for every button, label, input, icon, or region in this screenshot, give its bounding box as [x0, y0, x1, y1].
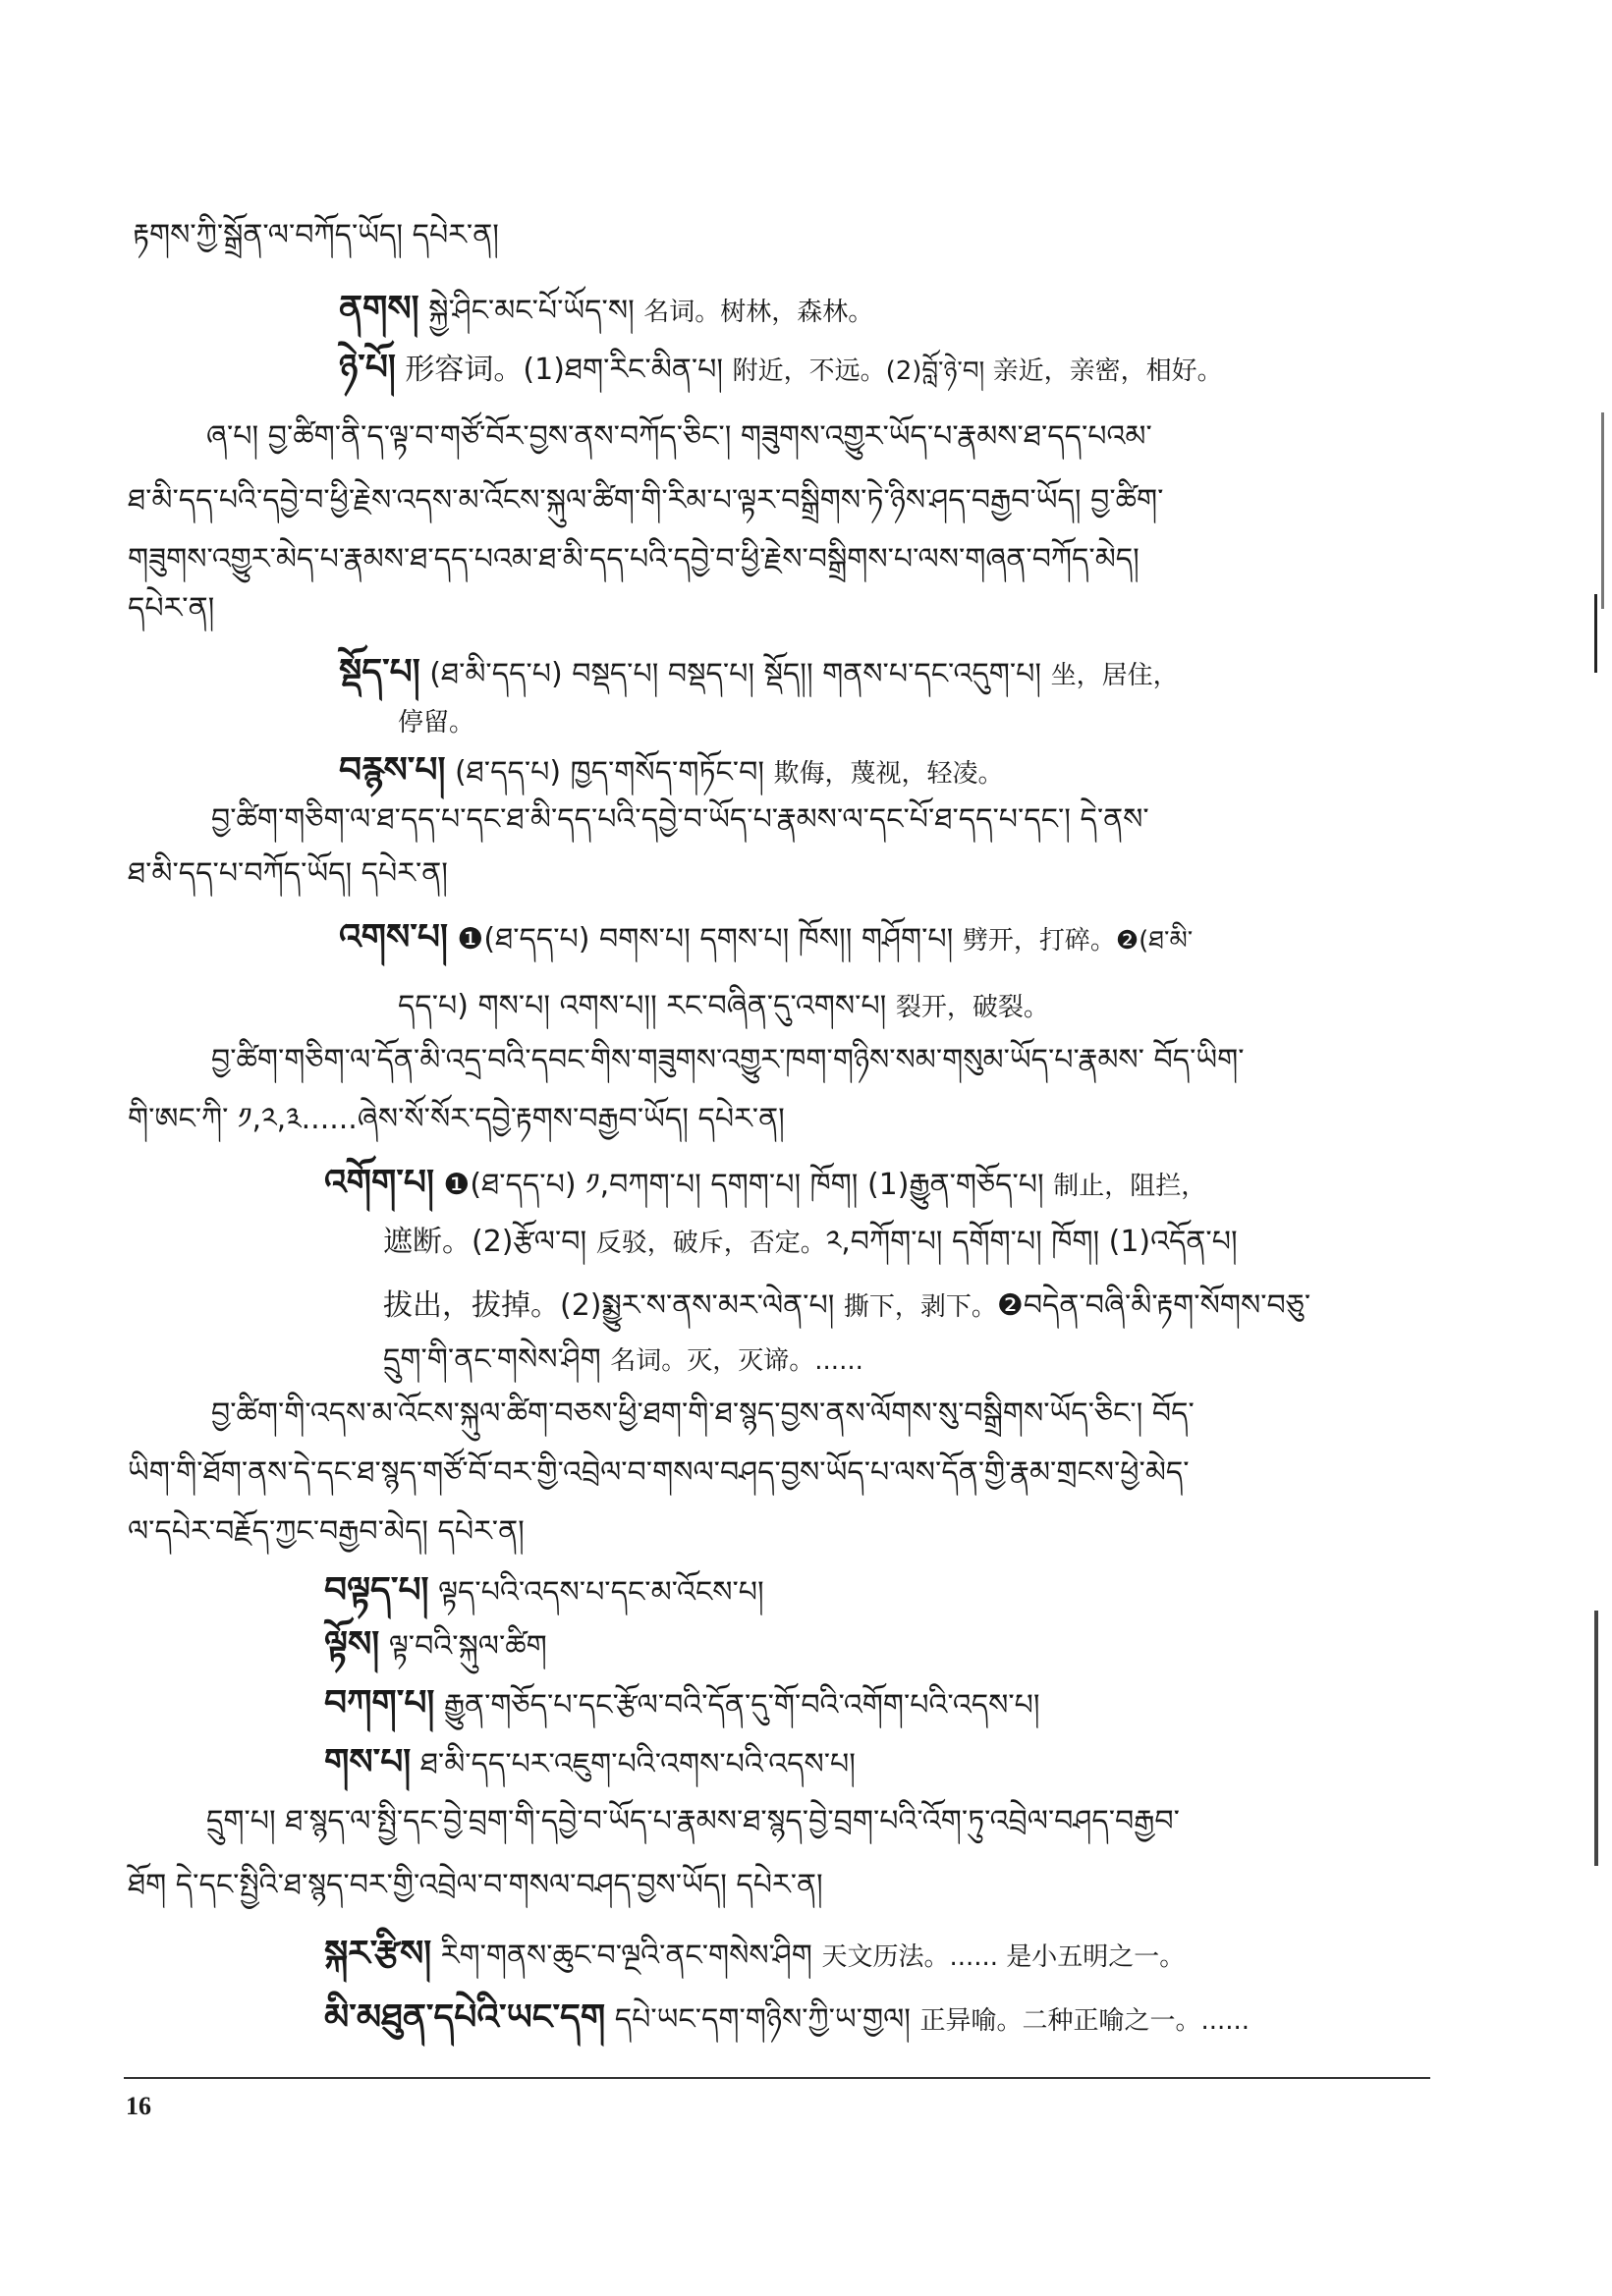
text-line	[324, 1935, 1185, 1977]
gloss-text: 附近，不远。(2)བློ་ཉེ་བ། 亲近，亲密，相好。	[732, 356, 1223, 386]
headword: སྐར་རྩིས།	[324, 1934, 432, 1974]
headword: ནགས།	[339, 289, 419, 329]
gloss-text: 停留。	[398, 708, 475, 738]
text-line	[398, 702, 474, 742]
text-line	[128, 1100, 785, 1139]
headword: གས་པ།	[324, 1742, 412, 1782]
entry-text: ལ་དཔེར་བརྗོད་ཀྱང་བརྒྱབ་མེད། དཔེར་ན།	[128, 1514, 525, 1549]
gloss-text: 撕下，剥下。	[843, 1292, 997, 1322]
headword: སྡོད་པ།	[339, 652, 420, 692]
text-line	[211, 1394, 1195, 1434]
gloss-text: 裂开，破裂。	[895, 993, 1049, 1022]
headword: ལྟོས།	[324, 1624, 380, 1665]
text-line	[128, 589, 214, 629]
headword: བརྙས་པ།	[339, 750, 446, 791]
entry-text: བྱ་ཚིག་གི་འདས་མ་འོངས་སྐུལ་ཚིག་བཅས་ཕྱི་ཐག་གི་ཐ་སྙད་བྱས་ནས་ལོགས་སུ་བསྒྲིགས་ཡོད་ཅིང་། བོད་	[211, 1396, 1195, 1431]
headword: མི་མཐུན་དཔེའི་ཡང་དག	[324, 1997, 606, 2038]
footer-rule	[124, 2077, 1430, 2079]
entry-text: དད་པ) གས་པ། འགས་པ།། རང་བཞིན་དུ་འགས་པ།	[398, 989, 896, 1023]
gloss-text: 名词。树林，森林。	[643, 298, 874, 327]
text-line	[324, 1684, 1040, 1725]
headword: འགོག་པ།	[324, 1163, 434, 1203]
text-line	[339, 290, 873, 332]
gloss-text: 反驳，破斥，否定。	[595, 1229, 826, 1258]
entry-text: གཟུགས་འགྱུར་མེད་པ་རྣམས་ཐ་དད་པའམ་ཐ་མི་དད་པའི་དབྱེ་བ་ཕྱི་རྗེས་བསྒྲིགས་པ་ལས་གཞན་བཀོད་མེད།	[128, 542, 1140, 576]
headword: ཉེ་པོ།	[339, 348, 396, 388]
text-line	[128, 1512, 525, 1552]
text-line	[324, 1571, 764, 1613]
text-line	[128, 1453, 1190, 1493]
entry-text: བྱ་ཚིག་གཅིག་ལ་ཐ་དད་པ་དང་ཐ་མི་དད་པའི་དབྱེ་བ་ཡོད་པ་རྣམས་ལ་དང་པོ་ཐ་དད་པ་དང་། དེ་ནས་	[211, 802, 1149, 837]
headword: འགས་པ།	[339, 917, 448, 957]
text-line	[339, 349, 1223, 391]
entry-text: ཐོག དེ་དང་སྤྱིའི་ཐ་སྙད་བར་གྱི་འབྲེལ་བ་གསལ་བཤད་བྱས་ཡོད། དཔེར་ན།	[128, 1868, 823, 1902]
scan-edge-mark	[1601, 412, 1604, 609]
text-line	[128, 481, 1163, 520]
text-line	[383, 1223, 1238, 1263]
headword: བལྟད་པ།	[324, 1570, 429, 1611]
entry-text: དཔེ་ཡང་དག་གཉིས་ཀྱི་ཡ་གྱལ།	[605, 2002, 920, 2037]
text-line	[128, 854, 448, 894]
text-line	[324, 1625, 547, 1667]
scan-edge-mark	[1594, 1611, 1598, 1866]
entry-text: ཡིག་གི་ཐོག་ནས་དེ་དང་ཐ་སྙད་གཙོ་བོ་བར་གྱི་འབྲེལ་བ་གསལ་བཤད་བྱས་ཡོད་པ་ལས་དོན་གྱི་རྣམ་གྲངས་ཕྱེ་མེད་	[128, 1455, 1190, 1490]
text-line	[206, 1802, 1180, 1841]
text-line	[324, 1743, 856, 1784]
entry-text: ལྟ་བའི་སྐུལ་ཚིག	[379, 1629, 547, 1664]
text-line	[398, 987, 1049, 1027]
entry-text: དྲུག་པ། ཐ་སྙད་ལ་སྤྱི་དང་བྱེ་བྲག་གི་དབྱེ་བ་ཡོད་པ་རྣམས་ཐ་སྙད་བྱེ་བྲག་པའི་འོག་ཏུ་འབྲེལ་བཤད་བརྒྱབ་	[206, 1804, 1180, 1838]
entry-text: ལྟད་པའི་འདས་པ་དང་མ་འོངས་པ།	[428, 1575, 764, 1610]
text-line	[211, 1041, 1245, 1080]
entry-text: དཔེར་ན།	[128, 591, 215, 626]
entry-text: ❶(ཐ་དད་པ) ༡,བཀག་པ། དགག་པ། ཁོག། (1)རྒྱུན་གཅོད་པ།	[434, 1168, 1054, 1202]
entry-text: ཐ་མི་དད་པ་བཀོད་ཡོད། དཔེར་ན།	[128, 856, 448, 891]
text-line	[339, 918, 1193, 960]
entry-text: 遮断。(2)རྩོལ་བ།	[383, 1225, 596, 1259]
entry-text: 拔出，拔掉。(2)སྨྱུར་ས་ནས་མར་ལེན་པ།	[383, 1288, 844, 1323]
entry-text: རྟགས་ཀྱི་སྒྲོན་ལ་བཀོད་ཡོད། དཔེར་ན།	[133, 218, 499, 252]
entry-text: ཐ་མི་དད་པར་འཇུག་པའི་འགས་པའི་འདས་པ།	[411, 1747, 856, 1781]
entry-text: རིག་གནས་ཆུང་བ་ལྔའི་ནང་གསེས་ཤིག	[431, 1939, 822, 1973]
entry-text: ཞ་པ། བྱ་ཚིག་ནི་ད་ལྟ་བ་གཙོ་བོར་བྱས་ནས་བཀོད་ཅིང་། གཟུགས་འགྱུར་ཡོད་པ་རྣམས་ཐ་དད་པའམ་	[206, 419, 1152, 454]
text-line	[128, 540, 1140, 579]
gloss-text: 名词。灭，灭谛。......	[610, 1346, 863, 1376]
text-line	[383, 1286, 1310, 1327]
entry-text: (ཐ་དད་པ) ཁྱད་གསོད་གཏོང་བ།	[445, 755, 774, 790]
text-line	[206, 417, 1152, 457]
gloss-text: 制止，阻拦，	[1053, 1172, 1207, 1201]
text-line	[128, 1866, 823, 1905]
gloss-text: 欺侮，蔑视，轻凌。	[773, 759, 1004, 789]
text-line	[133, 216, 499, 255]
entry-text: ❷བདེན་བཞི་མི་རྟག་སོགས་བཅུ་	[996, 1288, 1311, 1323]
text-line	[339, 751, 1004, 793]
gloss-text: 劈开，打碎。❷(ཐ་མི་	[962, 926, 1194, 956]
entry-text: ཐ་མི་དད་པའི་དབྱེ་བ་ཕྱི་རྗེས་འདས་མ་འོངས་སྐུལ་ཚིག་གི་རིམ་པ་ལྟར་བསྒྲིགས་ཏེ་ཉིས་ཤད་བརྒྱབ་ཡོད། བྱ་ཚིག་	[128, 483, 1164, 518]
entry-text: བྱ་ཚིག་གཅིག་ལ་དོན་མི་འདྲ་བའི་དབང་གིས་གཟུགས་འགྱུར་ཁག་གཉིས་སམ་གསུམ་ཡོད་པ་རྣམས་ བོད་ཡིག་	[211, 1043, 1245, 1077]
entry-text: གི་ཨང་ཀི་ ༡,༢,༣......ཞེས་སོ་སོར་དབྱེ་རྟགས་བརྒྱབ་ཡོད། དཔེར་ན།	[128, 1102, 785, 1136]
text-line	[339, 653, 1179, 695]
entry-text: ❶(ཐ་དད་པ) བགས་པ། དགས་པ། ཁོས།། གཤོག་པ།	[447, 922, 963, 957]
gloss-text: 正异喻。二种正喻之一。......	[919, 2006, 1251, 2036]
page-number: 16	[126, 2092, 151, 2120]
text-line	[383, 1340, 863, 1381]
text-line	[324, 1998, 1250, 2041]
entry-text: ༢,བཀོག་པ། དགོག་པ། ཁོག། (1)འདོན་པ།	[825, 1225, 1238, 1259]
entry-text: རྒྱུན་གཅོད་པ་དང་རྩོལ་བའི་དོན་དུ་གོ་བའི་འགོག་པའི་འདས་པ།	[434, 1688, 1040, 1722]
text-line	[324, 1164, 1206, 1206]
gloss-text: 坐，居住，	[1050, 661, 1179, 690]
entry-text: དྲུག་གི་ནང་གསེས་ཤིག	[383, 1342, 611, 1377]
text-line	[211, 800, 1149, 840]
gloss-text: 天文历法。...... 是小五明之一。	[821, 1942, 1186, 1972]
entry-text: 形容词。(1)ཐག་རིང་མིན་པ།	[395, 353, 733, 387]
entry-text: སྐྱེ་ཤིང་མང་པོ་ཡོད་ས།	[418, 294, 644, 328]
scan-edge-mark	[1594, 594, 1597, 673]
headword: བཀག་པ།	[324, 1683, 435, 1723]
entry-text: (ཐ་མི་དད་པ) བསྡད་པ། བསྡད་པ། སྡོད།། གནས་པ་དང་འདུག་པ།	[419, 657, 1051, 691]
